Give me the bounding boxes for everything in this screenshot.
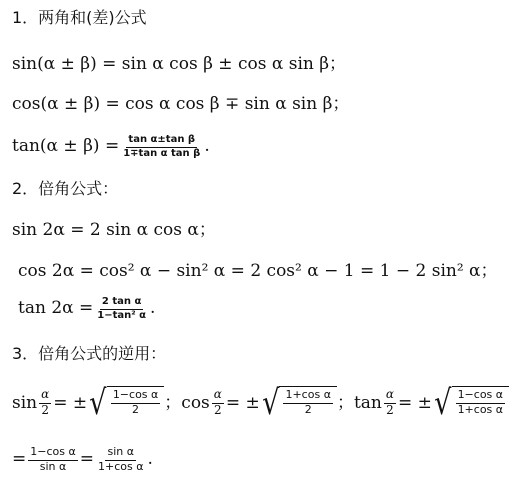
tan-sum-denominator: 1∓tan α tan β (123, 147, 201, 159)
tan-double-fraction (95, 296, 148, 321)
half-sin-radicand (111, 389, 160, 420)
half-tan-frac-1 (28, 446, 77, 473)
half-cos-lhs: cos (181, 392, 210, 413)
section-2-heading: 2．倍角公式： (12, 179, 119, 198)
tan-sum-lhs: tan(α ± β) = (12, 136, 120, 156)
section-3-heading: 3．倍角公式的逆用： (12, 344, 167, 363)
half-tan-radicand-num: 1−cos α (456, 389, 505, 404)
radical-icon: √ (434, 383, 452, 423)
last-eq-1: = (12, 449, 27, 470)
half-sin-angle-fraction (39, 388, 51, 418)
half-sin-eq: = ± (53, 392, 88, 413)
half-cos-sqrt (260, 383, 337, 423)
half-sep-2: ； (336, 392, 354, 413)
tan-double-period: . (149, 298, 156, 318)
half-tan-frac-2-num: sin α (105, 446, 136, 461)
half-tan-angle-fraction (384, 388, 396, 418)
half-tan-equivalents (12, 446, 153, 473)
half-cos-eq: = ± (225, 392, 260, 413)
half-cos-angle-fraction (212, 388, 224, 418)
half-cos-angle-den: 2 (214, 403, 222, 417)
tan-double-formula (18, 296, 155, 321)
half-sin-angle-den: 2 (41, 403, 49, 417)
half-tan-eq: = ± (397, 392, 432, 413)
half-cos-radicand-den: 2 (304, 402, 312, 416)
tan-sum-fraction (121, 134, 202, 159)
half-tan-radicand (456, 389, 505, 420)
radical-icon: √ (89, 383, 107, 423)
half-tan-sqrt (432, 383, 509, 423)
cos-sum-formula: cos(α ± β) = cos α cos β ∓ sin α sin β； (12, 94, 350, 114)
tan-double-numerator: 2 tan α (100, 296, 143, 310)
half-tan-frac-1-den: sin α (39, 459, 67, 473)
half-tan-lhs: tan (353, 392, 382, 413)
half-sin-lhs: sin (12, 392, 38, 413)
section-1-heading: 1．两角和(差)公式 (12, 8, 147, 27)
tan-sum-period: . (204, 136, 210, 156)
tan-double-lhs: tan 2α = (18, 298, 94, 318)
half-tan-frac-2-den: 1+cos α (97, 459, 144, 473)
half-angle-formulas (12, 383, 509, 423)
last-period: . (147, 449, 153, 470)
tan-sum-formula (12, 134, 210, 159)
half-sin-radicand-num: 1−cos α (111, 389, 160, 404)
half-tan-angle-den: 2 (386, 403, 394, 417)
radical-icon: √ (261, 383, 280, 423)
half-tan-frac-1-num: 1−cos α (28, 446, 77, 461)
half-sin-sqrt (87, 383, 164, 423)
sin-sum-formula: sin(α ± β) = sin α cos β ± cos α sin β； (12, 54, 347, 74)
half-tan-angle-num: α (384, 388, 396, 404)
cos-double-formula: cos 2α = cos² α − sin² α = 2 cos² α − 1 = 1 − 2 sin² α； (18, 261, 498, 281)
half-cos-radicand-num: 1+cos α (283, 389, 332, 404)
half-sin-angle-num: α (39, 388, 51, 404)
half-cos-angle-num: α (212, 388, 224, 404)
last-eq-2: = (79, 449, 94, 470)
half-sep-1: ； (164, 392, 182, 413)
sin-double-formula: sin 2α = 2 sin α cos α； (12, 220, 216, 240)
tan-sum-numerator: tan α±tan β (126, 134, 197, 148)
half-tan-frac-2 (96, 446, 145, 473)
tan-double-denominator: 1−tan² α (97, 309, 146, 321)
half-tan-radicand-den: 1+cos α (457, 402, 504, 416)
half-sin-radicand-den: 2 (132, 402, 140, 416)
half-cos-radicand (283, 389, 332, 420)
